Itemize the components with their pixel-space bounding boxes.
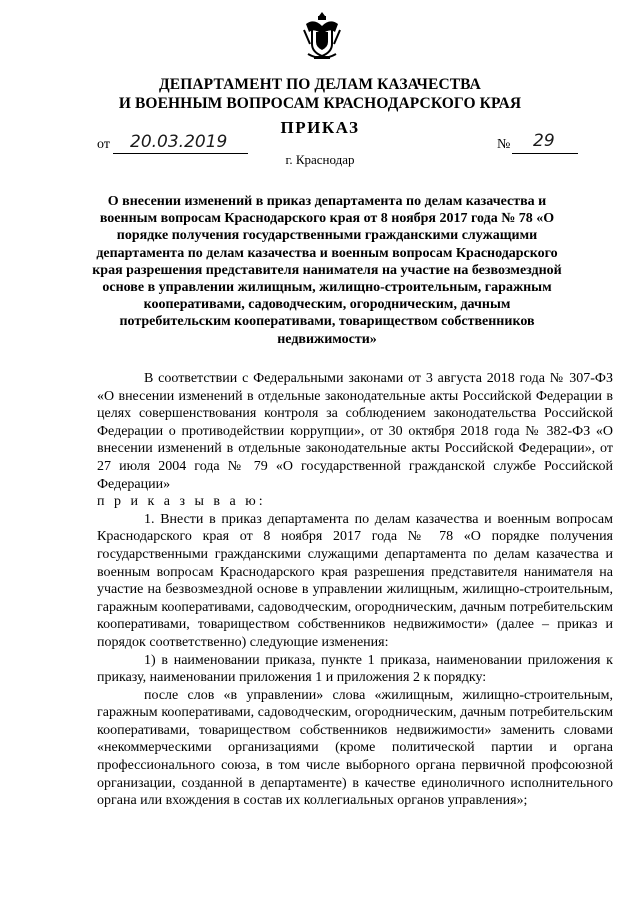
coat-of-arms-icon — [300, 10, 344, 62]
order-word: п р и к а з ы в а ю: — [97, 494, 266, 510]
number-label: № — [497, 137, 511, 152]
subitem-1-text: после слов «в управлении» слова «жилищным, жилищно-строительным, гаражным кооперативами, садоводческим, огородническим, дачным потребительским кооперативами, товариществом собственников недвижимости» заменить словами «некоммерческими организациями (кроме политической партии и органа профессионального союза, в том числе выборного органа первичной профсоюзной организации, созданной в департаменте) в качестве единоличного исполнительного органа или вхождения в состав их коллегиальных органов управления»; — [97, 687, 613, 809]
document-body — [97, 370, 613, 810]
org-name-line2: И ВОЕННЫМ ВОПРОСАМ КРАСНОДАРСКОГО КРАЯ — [118, 95, 522, 112]
document-type: ПРИКАЗ — [280, 118, 360, 137]
org-name-line1: ДЕПАРТАМЕНТ ПО ДЕЛАМ КАЗАЧЕСТВА — [159, 76, 481, 93]
number-value: 29 — [533, 131, 555, 151]
date-value: 20.03.2019 — [130, 132, 228, 152]
city: г. Краснодар — [285, 152, 355, 167]
preamble-paragraph: В соответствии с Федеральными законами от 3 августа 2018 года № 307-ФЗ «О внесении изменений в отдельные законодательные акты Российской Федерации в целях совершенствования контроля за соблюдением законодательства Российской Федерации о противодействии коррупции», от 30 октября 2018 года № 382-ФЗ «О внесении изменений в отдельные законодательные акты Российской Федерации», от 27 июля 2004 года № 79 «О государственной гражданской службе Российской Федерации» — [97, 371, 613, 492]
document-heading: О внесении изменений в приказ департамента по делам казачества и военным вопросам Краснодарского края от 8 ноября 2017 года № 78 «О порядке получения государственными гражданскими служащими департамента по делам казачества и военным вопросам Краснодарского края разрешения представителя нанимателя на участие на безвозмездной основе в управлении жилищным, жилищно-строительным, гаражным кооперативами, садоводческим, огородническим, дачным потребительским кооперативами, товариществом собственников недвижимости» — [92, 194, 562, 347]
item-1-paragraph: 1. Внести в приказ департамента по делам казачества и военным вопросам Краснодарского края от 8 ноября 2017 года № 78 «О порядке получения государственными гражданскими служащими департамента по делам казачества и военным вопросам Краснодарского края разрешения представителя нанимателя на участие на безвозмездной основе в управлении жилищным, жилищно-строительным, гаражным кооперативами, садоводческим, огородническим, дачным потребительским кооперативами, товариществом собственников недвижимости» (далее – приказ и порядок соответственно) следующие изменения: — [97, 511, 613, 650]
date-label: от — [97, 137, 110, 152]
subitem-1-paragraph: 1) в наименовании приказа, пункте 1 приказа, наименовании приложения к приказу, наименовании приложения 1 и приложения 2 к порядку: — [97, 652, 613, 686]
